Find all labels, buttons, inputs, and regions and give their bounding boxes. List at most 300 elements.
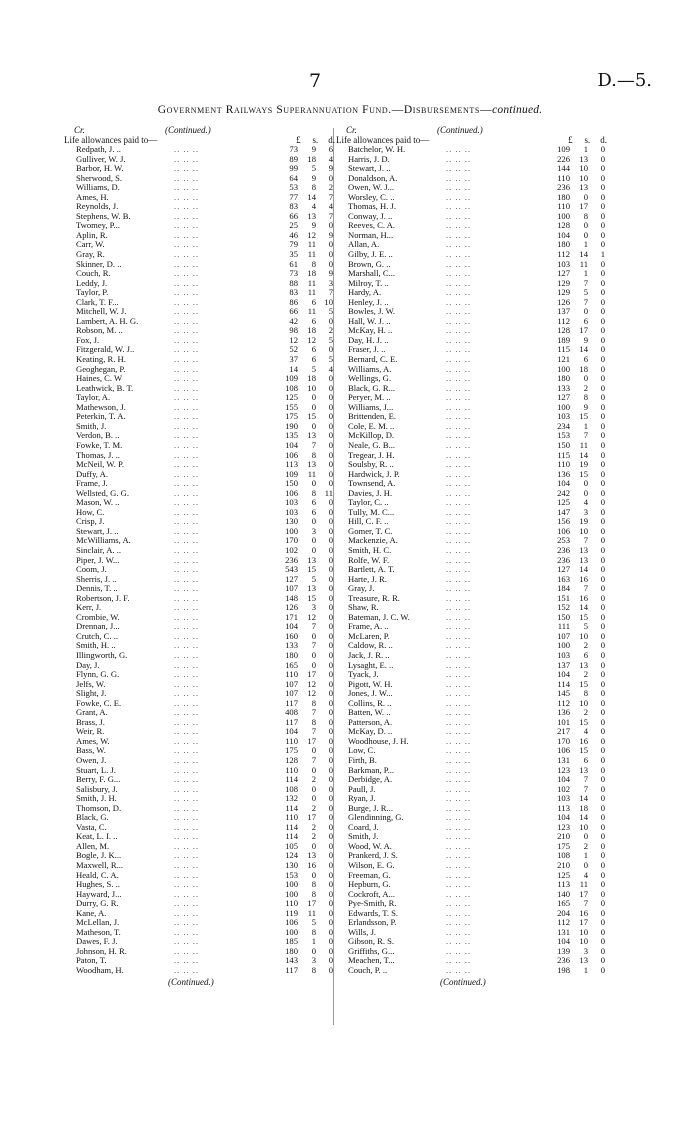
recipient-name: Firth, B. [348, 755, 377, 765]
amount-pence: 0 [600, 764, 605, 775]
leader-dots: .. .. .. [446, 220, 472, 231]
amount-shillings: 11 [307, 907, 316, 918]
amount-shillings: 4 [583, 869, 588, 880]
amount [272, 556, 336, 566]
amount-pounds: 171 [285, 611, 298, 622]
amount-pounds: 130 [285, 516, 298, 527]
amount-pence: 0 [328, 955, 333, 966]
amount-pence: 0 [600, 745, 605, 756]
amount-pounds: 106 [285, 917, 298, 928]
amount-pence: 0 [600, 936, 605, 947]
recipient-name: Ames, W. [76, 735, 110, 746]
recipient-name: Tyack, J. [348, 669, 379, 680]
amount-pounds: 107 [557, 630, 570, 641]
amount-pence: 0 [328, 506, 333, 517]
leader-dots: .. .. .. [174, 793, 200, 804]
amount [272, 317, 336, 327]
amount [272, 680, 336, 690]
recipient-name: Wilson, E. G. [348, 860, 395, 871]
amount-pence: 0 [328, 649, 333, 660]
allowance-row [64, 221, 372, 231]
leader-dots: .. .. .. [446, 764, 472, 775]
amount [272, 718, 336, 728]
amount-shillings: 0 [583, 229, 588, 240]
continued-footer-label: (Continued.) [440, 976, 486, 987]
amount [272, 221, 336, 231]
recipient-name: Hill, C. F. .. [348, 516, 389, 527]
amount-pence: 0 [328, 726, 333, 737]
amount-shillings: 13 [307, 554, 316, 565]
amount-shillings: 13 [307, 583, 316, 594]
amount-pounds: 106 [285, 487, 298, 498]
amount-shillings: 12 [307, 678, 316, 689]
amount [544, 212, 608, 222]
amount [544, 260, 608, 270]
recipient-name: Brass, J. [76, 716, 105, 727]
amount-pounds: 133 [285, 640, 298, 651]
amount-shillings: 18 [579, 802, 588, 813]
amount-pence: 0 [600, 277, 605, 288]
amount-shillings: 7 [583, 774, 588, 785]
recipient-name: Williams, A. [348, 363, 392, 374]
amount [544, 441, 608, 451]
amount-pounds: 110 [285, 764, 298, 775]
allowance-row [336, 775, 644, 785]
amount-shillings: 14 [579, 249, 588, 260]
amount [272, 279, 336, 289]
leader-dots: .. .. .. [174, 478, 200, 489]
amount-pounds: 135 [285, 430, 298, 441]
amount-pence: 0 [328, 392, 333, 403]
amount [544, 183, 608, 193]
amount-pounds: 66 [289, 306, 298, 317]
amount-pence: 2 [328, 325, 333, 336]
recipient-name: Dawes, F. J. [76, 936, 118, 947]
leader-dots: .. .. .. [174, 315, 200, 326]
amount-pounds: 14 [289, 363, 298, 374]
amount [272, 804, 336, 814]
leader-dots: .. .. .. [174, 688, 200, 699]
recipient-name: Owen, J. [76, 755, 107, 765]
amount-pounds: 165 [285, 659, 298, 670]
recipient-name: Lysaght, E. .. [348, 659, 394, 670]
amount [272, 508, 336, 518]
amount-pence: 0 [328, 640, 333, 651]
amount-pounds: 100 [557, 401, 570, 412]
amount [544, 193, 608, 203]
amount-pence: 0 [328, 621, 333, 632]
amount [544, 737, 608, 747]
amount-pounds: 126 [285, 602, 298, 613]
amount-pence: 0 [600, 411, 605, 422]
amount [544, 145, 608, 155]
amount-shillings: 4 [583, 497, 588, 508]
amount [272, 365, 336, 375]
amount [544, 202, 608, 212]
amount-pence: 0 [600, 439, 605, 450]
amount-pence: 0 [600, 325, 605, 336]
amount-pence: 0 [600, 525, 605, 536]
amount-shillings: 0 [311, 945, 316, 956]
recipient-name: Soulsby, R. .. [348, 459, 394, 470]
amount-pounds: 117 [285, 716, 298, 727]
amount-pence: 9 [328, 163, 333, 174]
amount [544, 909, 608, 919]
amount [272, 956, 336, 966]
amount [272, 708, 336, 718]
amount-pounds: 100 [285, 926, 298, 937]
amount-shillings: 13 [579, 153, 588, 164]
amount-pence: 4 [328, 363, 333, 374]
leader-dots: .. .. .. [174, 917, 200, 928]
amount [544, 880, 608, 890]
amount-shillings: 0 [311, 401, 316, 412]
allowance-row [64, 594, 372, 604]
amount-pounds: 236 [285, 554, 298, 565]
amount-pounds: 217 [557, 726, 570, 737]
amount-shillings: 16 [579, 573, 588, 584]
amount-shillings: 0 [311, 544, 316, 555]
leader-dots: .. .. .. [446, 735, 472, 746]
amount-shillings: 11 [579, 258, 588, 269]
amount [272, 851, 336, 861]
leader-dots: .. .. .. [446, 869, 472, 880]
recipient-name: Keat, L. I. .. [76, 831, 118, 842]
amount [272, 727, 336, 737]
amount-pounds: 110 [557, 172, 570, 183]
amount-shillings: 7 [311, 707, 316, 718]
leader-dots: .. .. .. [174, 268, 200, 279]
amount-pounds: 204 [557, 907, 570, 918]
recipient-name: Barkman, P... [348, 764, 395, 775]
amount-shillings: 11 [307, 468, 316, 479]
amount-shillings: 0 [311, 783, 316, 794]
amount-pounds: 165 [557, 898, 570, 909]
amount-pence: 0 [328, 449, 333, 460]
recipient-name: Low, C. [348, 745, 376, 756]
amount-pence: 0 [600, 659, 605, 670]
amount-pence: 0 [600, 649, 605, 660]
amount-pence: 0 [328, 860, 333, 871]
amount-pounds: 139 [557, 945, 570, 956]
amount-shillings: 0 [583, 373, 588, 384]
amount-pounds: 99 [289, 163, 298, 174]
amount-pence: 0 [600, 354, 605, 365]
amount-pounds: 133 [557, 382, 570, 393]
amount [544, 966, 608, 976]
amount [544, 164, 608, 174]
leader-dots: .. .. .. [446, 478, 472, 489]
recipient-name: Drennan, J... [76, 621, 120, 632]
amount-shillings: 8 [311, 258, 316, 269]
leader-dots: .. .. .. [446, 793, 472, 804]
amount-shillings: 2 [311, 802, 316, 813]
amount-pounds: 109 [285, 468, 298, 479]
leader-dots: .. .. .. [174, 334, 200, 345]
amount-pence: 0 [600, 602, 605, 613]
amount [544, 240, 608, 250]
amount-shillings: 2 [583, 382, 588, 393]
amount [544, 871, 608, 881]
amount-pounds: 106 [285, 449, 298, 460]
amount-shillings: 11 [307, 249, 316, 260]
recipient-name: Paton, T. [76, 955, 107, 966]
amount-pounds: 113 [557, 802, 570, 813]
amount-shillings: 8 [583, 210, 588, 221]
amount-shillings: 10 [579, 163, 588, 174]
amount [544, 708, 608, 718]
recipient-name: Burge, J. R... [348, 802, 393, 813]
leader-dots: .. .. .. [446, 564, 472, 575]
amount [272, 145, 336, 155]
amount-shillings: 9 [583, 401, 588, 412]
allowance-row [64, 680, 372, 690]
amount [272, 689, 336, 699]
amount-pence: 0 [600, 840, 605, 851]
amount-shillings: 15 [579, 611, 588, 622]
amount-pence: 0 [328, 554, 333, 565]
amount-pounds: 79 [289, 239, 298, 250]
recipient-name: Stuart, L. J. [76, 764, 116, 775]
recipient-name: Jack, J. R. .. [348, 649, 390, 660]
amount-pounds: 163 [557, 573, 570, 584]
amount [544, 269, 608, 279]
amount-shillings: 3 [583, 506, 588, 517]
amount-pounds: 64 [289, 172, 298, 183]
amount [272, 355, 336, 365]
amount [544, 584, 608, 594]
leader-dots: .. .. .. [446, 907, 472, 918]
credit-label: Cr. [346, 125, 357, 135]
amount [544, 431, 608, 441]
allowance-row [336, 785, 644, 795]
pounds-header: £ [568, 135, 573, 145]
amount-pounds: 52 [289, 344, 298, 355]
leader-dots: .. .. .. [446, 611, 472, 622]
amount-pounds: 100 [557, 210, 570, 221]
leader-dots: .. .. .. [174, 401, 200, 412]
amount-pence: 0 [328, 535, 333, 546]
amount [272, 336, 336, 346]
amount [272, 823, 336, 833]
amount-pence: 0 [600, 344, 605, 355]
recipient-name: Hall, W. J. .. [348, 315, 391, 326]
amount-shillings: 18 [307, 373, 316, 384]
recipient-name: Ryan, J. [348, 793, 376, 804]
leader-dots: .. .. .. [446, 487, 472, 498]
leader-dots: .. .. .. [446, 182, 472, 193]
amount-shillings: 7 [311, 439, 316, 450]
amount-pounds: 236 [557, 182, 570, 193]
amount [272, 202, 336, 212]
leader-dots: .. .. .. [446, 144, 472, 154]
recipient-name: McKay, D. .. [348, 726, 393, 737]
amount-shillings: 6 [583, 354, 588, 365]
amount [272, 632, 336, 642]
amount-pence: 0 [600, 831, 605, 842]
leader-dots: .. .. .. [174, 163, 200, 174]
recipient-name: Smith, J. H. [76, 793, 117, 804]
allowance-row [336, 966, 644, 976]
amount-shillings: 7 [583, 898, 588, 909]
amount-pounds: 110 [285, 812, 298, 823]
amount-pence: 0 [328, 850, 333, 861]
allowance-row [64, 651, 372, 661]
allowance-row [64, 708, 372, 718]
amount-pounds: 189 [557, 334, 570, 345]
amount [544, 384, 608, 394]
amount-shillings: 8 [311, 926, 316, 937]
amount-pounds: 110 [557, 459, 570, 470]
amount [544, 651, 608, 661]
recipient-name: Wellings, G. [348, 373, 391, 384]
amount-pence: 0 [328, 220, 333, 231]
shillings-header: s. [312, 135, 319, 145]
amount-pounds: 145 [557, 688, 570, 699]
amount-shillings: 0 [311, 764, 316, 775]
amount-shillings: 17 [307, 898, 316, 909]
amount-pounds: 108 [557, 850, 570, 861]
amount [272, 326, 336, 336]
amount-pounds: 153 [557, 430, 570, 441]
amount [544, 641, 608, 651]
recipient-name: Sinclair, A. .. [76, 544, 122, 555]
leader-dots: .. .. .. [174, 535, 200, 546]
page-title [0, 104, 700, 116]
amount-pence: 0 [328, 459, 333, 470]
recipient-name: Worsley, C. .. [348, 191, 395, 202]
amount [272, 832, 336, 842]
amount-shillings: 11 [579, 879, 588, 890]
amount-pence: 0 [328, 917, 333, 928]
amount-pounds: 152 [557, 602, 570, 613]
amount-pounds: 104 [557, 229, 570, 240]
amount-pounds: 150 [557, 439, 570, 450]
leader-dots: .. .. .. [446, 898, 472, 909]
recipient-name: Piper, J. W... [76, 554, 120, 565]
amount [272, 613, 336, 623]
leader-dots: .. .. .. [446, 926, 472, 937]
allowance-row [64, 326, 372, 336]
amount-pence: 0 [328, 783, 333, 794]
leader-dots: .. .. .. [446, 774, 472, 785]
amount-pence: 0 [328, 821, 333, 832]
recipient-name: Griffiths, G... [348, 945, 395, 956]
amount-pence: 0 [600, 793, 605, 804]
amount-pounds: 137 [557, 306, 570, 317]
amount-shillings: 5 [583, 287, 588, 298]
leader-dots: .. .. .. [174, 354, 200, 365]
recipient-name: Coom, J. [76, 564, 107, 575]
life-allowances-label: Life allowances paid to— [64, 135, 158, 145]
amount [272, 536, 336, 546]
amount-pounds: 46 [289, 229, 298, 240]
amount [544, 804, 608, 814]
amount-shillings: 11 [307, 306, 316, 317]
amount-pounds: 226 [557, 153, 570, 164]
amount-shillings: 5 [311, 163, 316, 174]
leader-dots: .. .. .. [174, 487, 200, 498]
leader-dots: .. .. .. [446, 373, 472, 384]
amount-shillings: 0 [311, 793, 316, 804]
amount-pence: 0 [328, 630, 333, 641]
recipient-name: McKay, H. .. [348, 325, 393, 336]
amount-pounds: 155 [285, 401, 298, 412]
amount-shillings: 9 [311, 220, 316, 231]
allowance-row [336, 746, 644, 756]
amount-shillings: 1 [311, 936, 316, 947]
amount-pounds: 131 [557, 926, 570, 937]
leader-dots: .. .. .. [174, 907, 200, 918]
recipient-name: Salisbury, J. [76, 783, 118, 794]
leader-dots: .. .. .. [446, 516, 472, 527]
leader-dots: .. .. .. [174, 926, 200, 937]
recipient-name: Matheson, T. [76, 926, 121, 937]
amount-pounds: 123 [557, 764, 570, 775]
amount-shillings: 5 [583, 621, 588, 632]
recipient-name: Fraser, J. .. [348, 344, 386, 355]
leader-dots: .. .. .. [174, 621, 200, 632]
recipient-name: Neale, G. B... [348, 439, 396, 450]
leader-dots: .. .. .. [174, 869, 200, 880]
amount-pounds: 103 [557, 411, 570, 422]
currency-headers [547, 135, 607, 145]
amount [544, 174, 608, 184]
recipient-name: Day, J. [76, 659, 100, 670]
amount-pence: 0 [600, 506, 605, 517]
amount-shillings: 10 [579, 821, 588, 832]
amount-pounds: 104 [557, 936, 570, 947]
amount-pounds: 107 [285, 583, 298, 594]
amount-pounds: 110 [285, 735, 298, 746]
amount-pence: 0 [328, 497, 333, 508]
amount-pence: 11 [324, 487, 333, 498]
recipient-name: Shaw, R. [348, 602, 379, 613]
leader-dots: .. .. .. [446, 382, 472, 393]
amount-shillings: 0 [583, 831, 588, 842]
amount [272, 594, 336, 604]
amount [272, 212, 336, 222]
amount [272, 794, 336, 804]
leader-dots: .. .. .. [446, 497, 472, 508]
amount-pence: 0 [328, 888, 333, 899]
amount [272, 240, 336, 250]
amount-pounds: 115 [557, 344, 570, 355]
amount [272, 766, 336, 776]
amount-shillings: 6 [583, 649, 588, 660]
amount [544, 813, 608, 823]
amount [544, 556, 608, 566]
amount-shillings: 14 [307, 191, 316, 202]
leader-dots: .. .. .. [174, 783, 200, 794]
recipient-name: Bartlett, A. T. [348, 564, 395, 575]
leader-dots: .. .. .. [174, 659, 200, 670]
amount-pounds: 184 [557, 583, 570, 594]
amount-pounds: 143 [285, 955, 298, 966]
amount [544, 937, 608, 947]
amount [544, 231, 608, 241]
amount-shillings: 2 [583, 840, 588, 851]
recipient-name: Durry, G. R. [76, 898, 119, 909]
recipient-name: Gulliver, W. J. [76, 153, 126, 164]
leader-dots: .. .. .. [446, 945, 472, 956]
leader-dots: .. .. .. [446, 755, 472, 765]
amount [272, 622, 336, 632]
leader-dots: .. .. .. [446, 201, 472, 212]
recipient-name: Crutch, C. .. [76, 630, 119, 641]
amount-pence: 0 [328, 755, 333, 765]
leader-dots: .. .. .. [446, 592, 472, 603]
